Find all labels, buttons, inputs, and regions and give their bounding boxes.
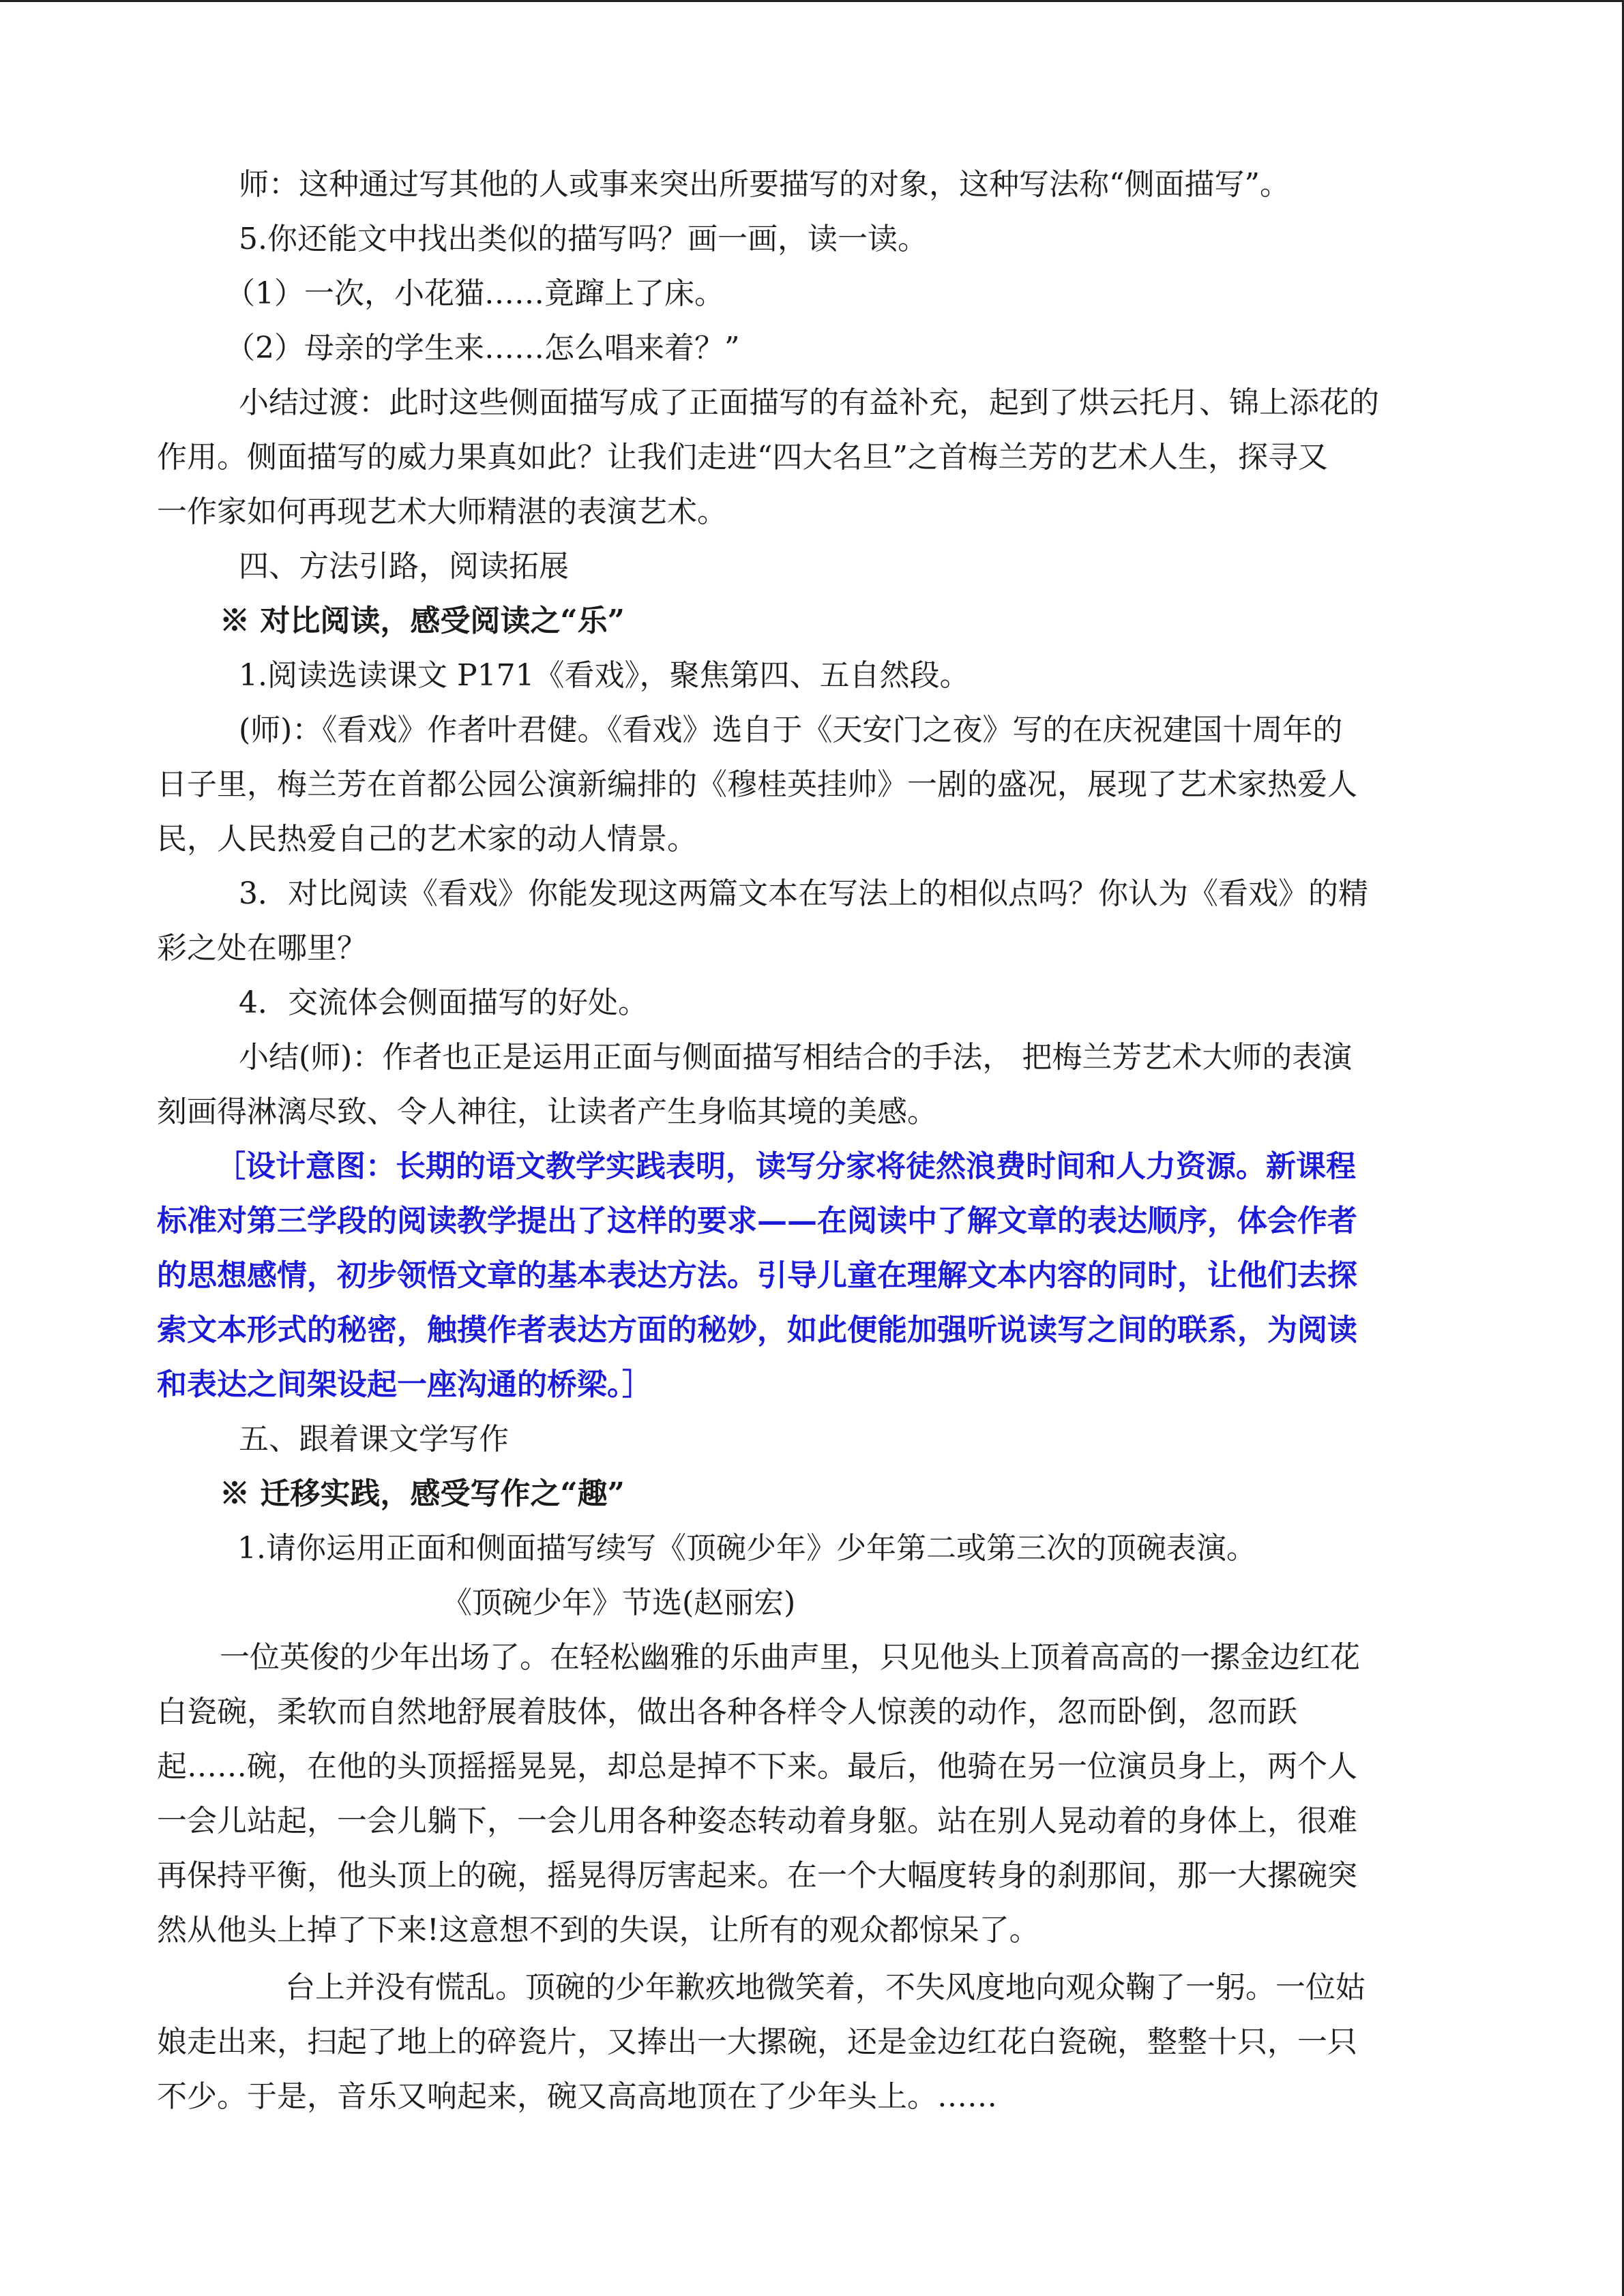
design-intent-line: 索文本形式的秘密，触摸作者表达方面的秘妙，如此便能加强听说读写之间的联系，为阅读 bbox=[157, 1313, 1357, 1347]
paragraph-line: 然从他头上掉了下来!这意想不到的失误，让所有的观众都惊呆了。 bbox=[157, 1913, 1039, 1948]
section-heading: 四、方法引路，阅读拓展 bbox=[239, 549, 569, 584]
paragraph-line: 一会儿站起，一会儿躺下，一会儿用各种姿态转动着身躯。站在别人晃动着的身体上，很难 bbox=[157, 1804, 1357, 1838]
paragraph-line: 彩之处在哪里？ bbox=[157, 931, 367, 966]
paragraph-line: 刻画得淋漓尽致、令人神往，让读者产生身临其境的美感。 bbox=[157, 1094, 937, 1129]
design-intent-line: 的思想感情，初步领悟文章的基本表达方法。引导儿童在理解文本内容的同时，让他们去探 bbox=[157, 1258, 1357, 1293]
paragraph-line: 一位英俊的少年出场了。在轻松幽雅的乐曲声里，只见他头上顶着高高的一摞金边红花 bbox=[220, 1640, 1360, 1675]
paragraph-line: 1.阅读选读课文 P171《看戏》，聚焦第四、五自然段。 bbox=[239, 658, 970, 693]
paragraph-line: 台上并没有慌乱。顶碗的少年歉疚地微笑着，不失风度地向观众鞠了一躬。一位姑 bbox=[285, 1970, 1365, 2005]
paragraph-line: 起……碗，在他的头顶摇摇晃晃，却总是掉不下来。最后，他骑在另一位演员身上，两个人 bbox=[157, 1749, 1357, 1784]
document-body bbox=[157, 158, 1466, 2124]
excerpt-title: 《顶碗少年》节选(赵丽宏) bbox=[442, 1585, 796, 1620]
paragraph-line: 不少。于是，音乐又响起来，碗又高高地顶在了少年头上。…… bbox=[157, 2079, 997, 2114]
paragraph-line: （2）母亲的学生来……怎么唱来着？” bbox=[225, 331, 740, 366]
paragraph-line: 再保持平衡，他头顶上的碗，摇晃得厉害起来。在一个大幅度转身的刹那间，那一大摞碗突 bbox=[157, 1858, 1357, 1893]
paragraph-line: 小结(师)：作者也正是运用正面与侧面描写相结合的手法， 把梅兰芳艺术大师的表演 bbox=[239, 1040, 1353, 1075]
paragraph-line: 3．对比阅读《看戏》你能发现这两篇文本在写法上的相似点吗？你认为《看戏》的精 bbox=[239, 876, 1368, 911]
paragraph-line: 师：这种通过写其他的人或事来突出所要描写的对象，这种写法称“侧面描写”。 bbox=[239, 167, 1290, 202]
subsection-heading: ※ 迁移实践，感受写作之“趣” bbox=[220, 1476, 625, 1511]
paragraph-line: 小结过渡：此时这些侧面描写成了正面描写的有益补充，起到了烘云托月、锦上添花的 bbox=[239, 385, 1379, 420]
paragraph-line: 日子里，梅兰芳在首都公园公演新编排的《穆桂英挂帅》一剧的盛况，展现了艺术家热爱人 bbox=[157, 767, 1357, 802]
paragraph-line: 4．交流体会侧面描写的好处。 bbox=[239, 985, 648, 1020]
paragraph-line: (师)：《看戏》作者叶君健。《看戏》选自于《天安门之夜》写的在庆祝建国十周年的 bbox=[239, 713, 1343, 747]
design-intent-line: ［设计意图：长期的语文教学实践表明，读写分家将徒然浪费时间和人力资源。新课程 bbox=[216, 1149, 1356, 1184]
paragraph-line: 5.你还能文中找出类似的描写吗？画一画，读一读。 bbox=[239, 222, 928, 256]
paragraph-line: 一作家如何再现艺术大师精湛的表演艺术。 bbox=[157, 494, 727, 529]
section-heading: 五、跟着课文学写作 bbox=[239, 1422, 509, 1457]
paragraph-line: 娘走出来，扫起了地上的碎瓷片，又捧出一大摞碗，还是金边红花白瓷碗，整整十只，一只 bbox=[157, 2025, 1357, 2059]
paragraph-line: 白瓷碗，柔软而自然地舒展着肢体，做出各种各样令人惊羡的动作，忽而卧倒，忽而跃 bbox=[157, 1695, 1297, 1729]
paragraph-line: （1）一次，小花猫……竟蹿上了床。 bbox=[225, 276, 724, 311]
design-intent-line: 标准对第三学段的阅读教学提出了这样的要求——在阅读中了解文章的表达顺序，体会作者 bbox=[157, 1204, 1357, 1238]
paragraph-line: 民，人民热爱自己的艺术家的动人情景。 bbox=[157, 822, 697, 856]
paragraph-line: 作用。侧面描写的威力果真如此？让我们走进“四大名旦”之首梅兰芳的艺术人生，探寻又 bbox=[157, 440, 1328, 475]
paragraph-line: 1.请你运用正面和侧面描写续写《顶碗少年》少年第二或第三次的顶碗表演。 bbox=[237, 1531, 1256, 1566]
design-intent-line: 和表达之间架设起一座沟通的桥梁。］ bbox=[157, 1367, 652, 1402]
subsection-heading: ※ 对比阅读，感受阅读之“乐” bbox=[220, 603, 625, 638]
